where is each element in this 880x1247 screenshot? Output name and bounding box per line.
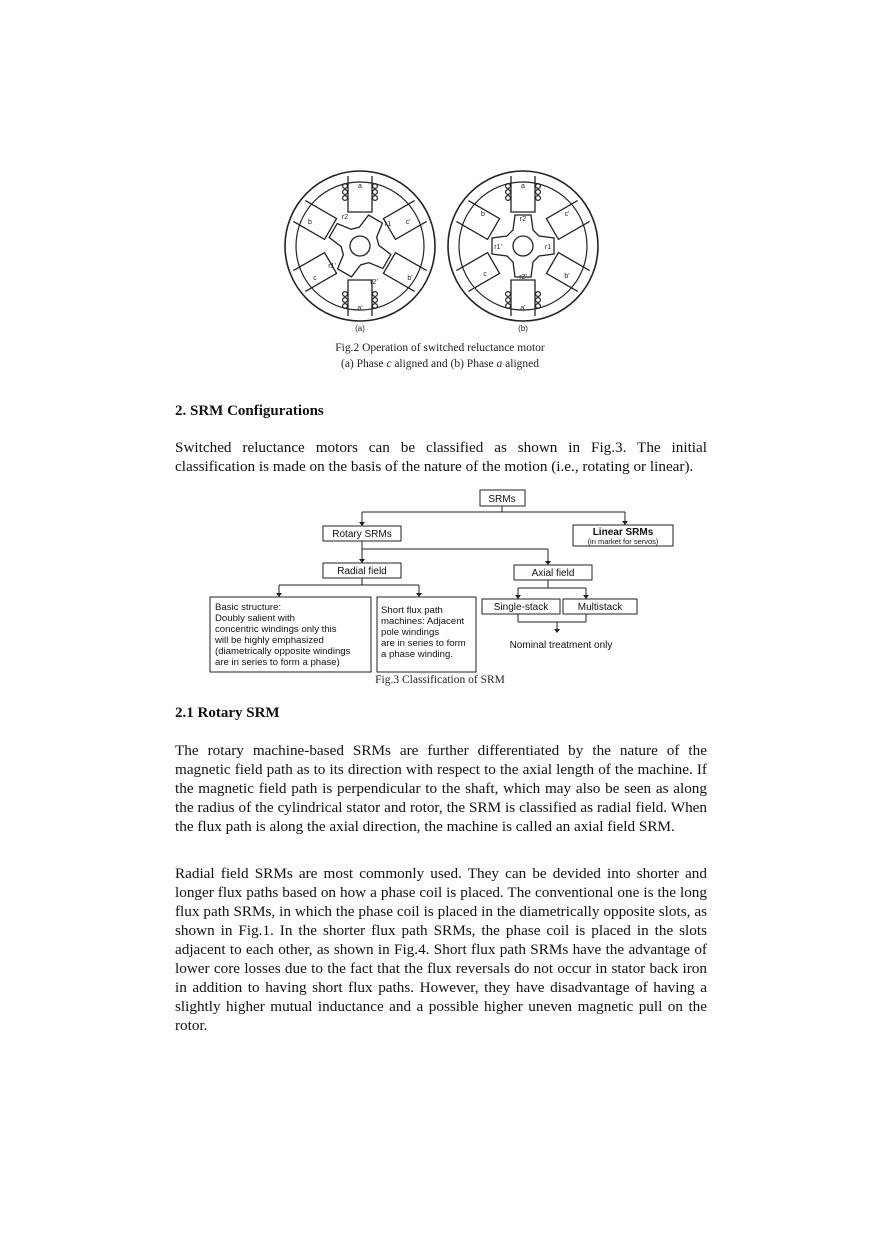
label-r1-prime: r1' [328, 263, 336, 270]
basic-line: Basic structure: [215, 602, 282, 613]
short-line: machines: Adjacent [381, 616, 465, 627]
short-line: are in series to form [381, 638, 466, 649]
label-b: b [481, 211, 485, 218]
figure-3 [205, 488, 675, 678]
node-srms: SRMs [488, 494, 516, 505]
node-multistack: Multistack [577, 602, 623, 613]
caption-text: aligned [502, 358, 539, 370]
caption-italic-c: c [386, 358, 392, 370]
caption-text: (a) Phase [340, 358, 387, 370]
fig2-caption-line1: Fig.2 Operation of switched reluctance motor [335, 342, 545, 354]
basic-line: are in series to form a phase) [215, 657, 340, 668]
label-r1: r1 [384, 221, 392, 228]
motor-b [448, 171, 598, 321]
label-r2-prime: r2' [370, 279, 378, 286]
basic-line: concentric windings only this [215, 624, 337, 635]
fig3-caption: Fig.3 Classification of SRM [375, 674, 505, 686]
label-r1-prime: r1' [494, 244, 502, 251]
label-r2: r2 [519, 216, 527, 223]
label-c-prime: c' [405, 219, 411, 226]
short-line: pole windings [381, 627, 440, 638]
label-r2-prime: r2' [519, 274, 527, 281]
basic-line: Doubly salient with [215, 613, 295, 624]
label-b-prime: b' [407, 275, 413, 282]
node-rotary: Rotary SRMs [332, 529, 392, 540]
label-a: a [521, 183, 525, 190]
section-2-1-paragraph-2: Radial field SRMs are most commonly used. They can be devided into shorter and longer flux paths based on how a phase coil is placed. The conventional one is the long flux path SRMs, in which the phase coil is placed in the diametrically opposite slots, as shown in Fig.1. In the shorter flux path SRMs, the phase coil is placed in the slots adjacent to each other, as shown in Fig.4. Short flux path SRMs have the advantage of lower core losses due to the fact that the flux reversals do not occur in stator back iron in addition to having short flux paths. However, they have disadvantage of having a slightly higher mutual inductance and a possible higher uneven magnetic pull on the rotor. [175, 865, 707, 1034]
rotor-a [318, 204, 403, 289]
fig3-tree [205, 488, 675, 678]
section-2-1-paragraph-1: The rotary machine-based SRMs are further differentiated by the nature of the magnetic field path as to its direction with respect to the axial length of the machine. If the magnetic field path is perpendicular to the shaft, which may also be seen as along the radius of the cylindrical stator and rotor, the SRM is classified as radial field. When the flux path is along the axial direction, the machine is called an axial field SRM. [175, 742, 707, 835]
node-nominal: Nominal treatment only [509, 640, 613, 651]
fig2-caption-line2 [240, 358, 640, 370]
subfig-a-label: (a) [355, 324, 365, 333]
short-flux-text [381, 605, 466, 660]
label-r2: r2 [341, 214, 349, 221]
section-2-1-heading: 2.1 Rotary SRM [175, 705, 280, 721]
node-radial: Radial field [337, 566, 387, 577]
label-a-prime: a' [520, 305, 526, 312]
basic-line: (diametrically opposite windings [215, 646, 351, 657]
node-axial: Axial field [531, 568, 575, 579]
label-c-prime: c' [564, 211, 570, 218]
label-a: a [358, 183, 362, 190]
subfig-b-label: (b) [518, 324, 528, 333]
caption-italic-a: a [496, 358, 503, 370]
node-linear: Linear SRMs [592, 527, 654, 538]
label-c: c [483, 271, 487, 278]
short-line: Short flux path [381, 605, 443, 616]
label-r1: r1 [544, 244, 552, 251]
figure-2 [270, 160, 630, 340]
section-2-heading: 2. SRM Configurations [175, 403, 324, 419]
label-b-prime: b' [564, 273, 570, 280]
short-line: a phase winding. [381, 649, 454, 660]
label-b: b [308, 219, 312, 226]
node-single-stack: Single-stack [493, 602, 549, 613]
basic-structure-text [214, 602, 351, 668]
node-linear-note: (in market for servos) [587, 537, 659, 546]
caption-text: aligned and (b) Phase [391, 358, 497, 370]
fig2-drawing [270, 160, 630, 340]
label-c: c [313, 275, 317, 282]
motor-a [285, 171, 435, 321]
section-2-paragraph: Switched reluctance motors can be classified as shown in Fig.3. The initial classification is made on the basis of the nature of the motion (i.e., rotating or linear). [175, 439, 707, 475]
basic-line: will be highly emphasized [215, 635, 324, 646]
label-a-prime: a' [357, 305, 363, 312]
